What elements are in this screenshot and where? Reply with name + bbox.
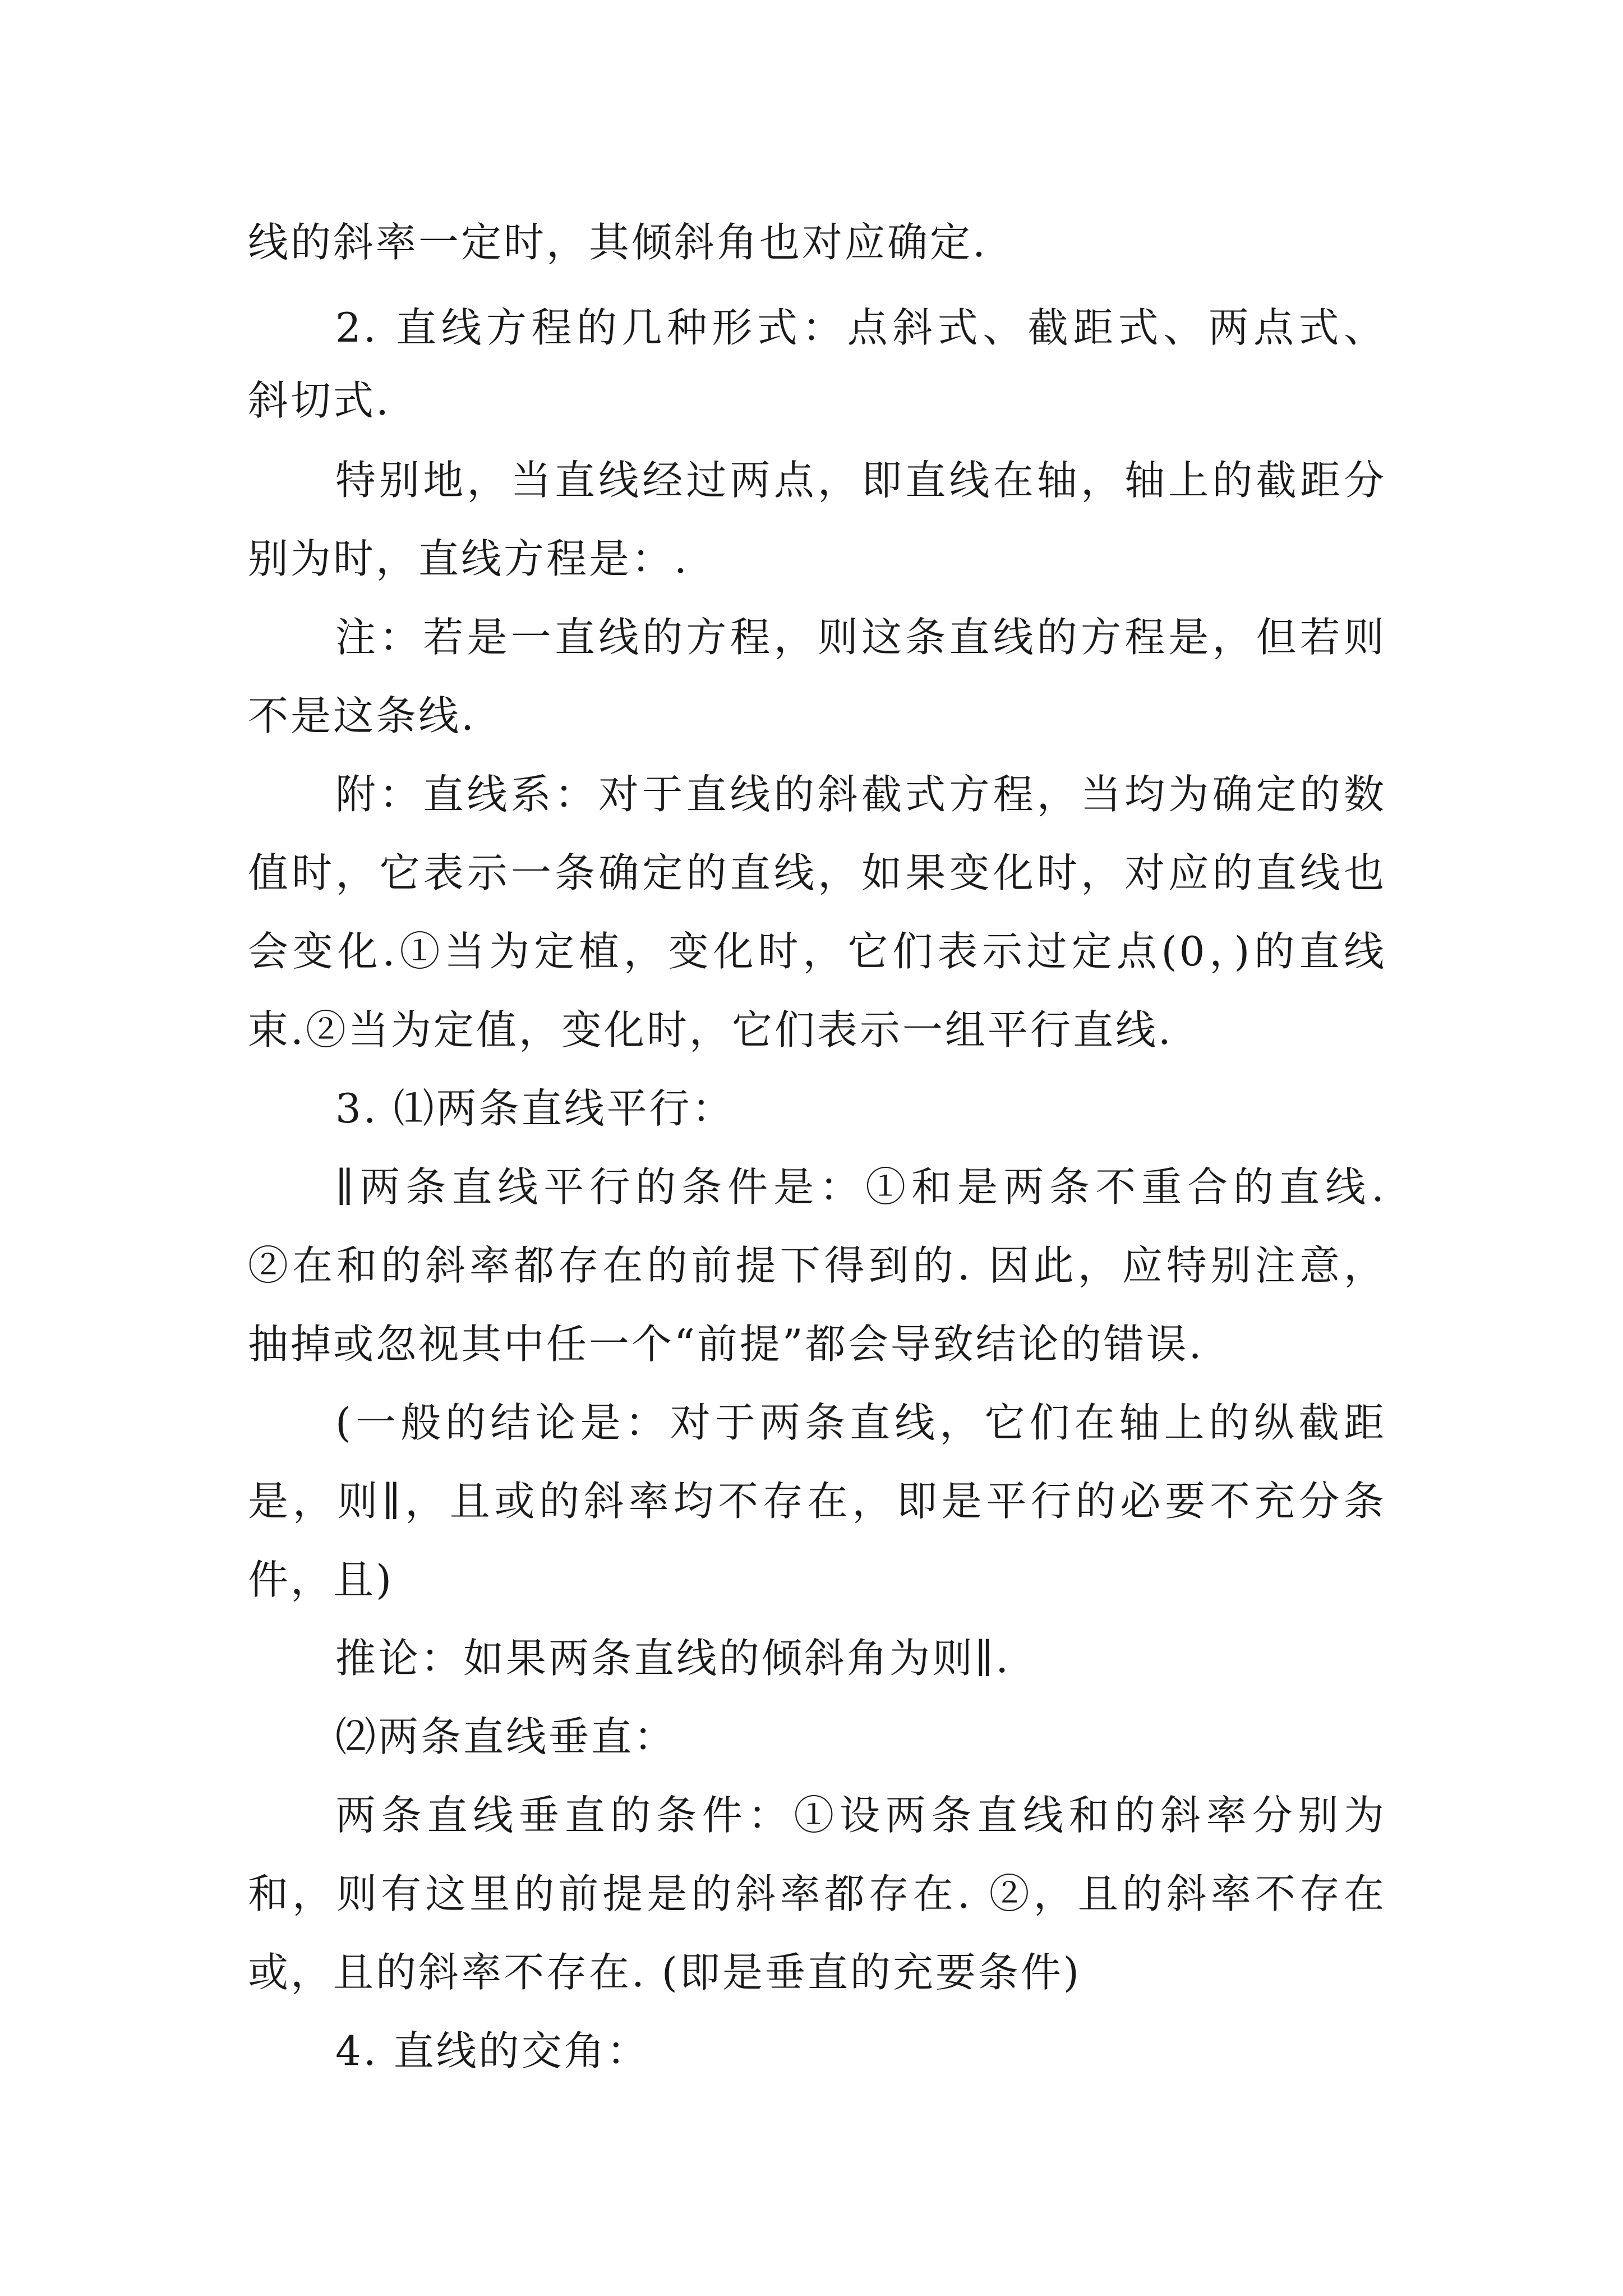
text-line-9: 值时，它表示一条确定的直线，如果变化时，对应的直线也 [248,849,1386,896]
text-line-8: 附：直线系：对于直线的斜截式方程，当均为确定的数 [335,771,1386,818]
text-line-17: 是，则∥，且或的斜率均不存在，即是平行的必要不充分条 [248,1478,1386,1525]
text-line-21: 两条直线垂直的条件：①设两条直线和的斜率分别为 [335,1792,1386,1839]
text-line-14: ②在和的斜率都存在的前提下得到的. 因此，应特别注意， [248,1242,1386,1289]
text-line-19: 推论：如果两条直线的倾斜角为则∥. [335,1635,1011,1682]
text-line-13: ∥两条直线平行的条件是：①和是两条不重合的直线. [335,1163,1386,1211]
text-line-5: 别为时，直线方程是：. [248,535,689,582]
text-line-23: 或，且的斜率不存在. (即是垂直的充要条件) [248,1949,1081,1996]
text-line-18: 件，且) [248,1556,394,1603]
text-line-3: 斜切式. [248,377,391,424]
text-line-7: 不是这条线. [248,692,476,739]
text-line-2: 2. 直线方程的几种形式：点斜式、截距式、两点式、 [335,304,1386,351]
text-line-10: 会变化.①当为定植，变化时，它们表示过定点(0，)的直线 [248,928,1386,975]
text-line-22: 和，则有这里的前提是的斜率都存在. ②，且的斜率不存在 [248,1870,1386,1917]
text-line-24: 4. 直线的交角： [335,2027,649,2074]
text-line-4: 特别地，当直线经过两点，即直线在轴，轴上的截距分 [335,457,1386,504]
text-line-1: 线的斜率一定时，其倾斜角也对应确定. [248,219,988,266]
text-line-6: 注：若是一直线的方程，则这条直线的方程是，但若则 [335,614,1386,661]
text-line-20: ⑵两条直线垂直： [335,1713,677,1760]
text-line-11: 束.②当为定值，变化时，它们表示一组平行直线. [248,1006,1173,1053]
text-line-15: 抽掉或忽视其中任一个“前提”都会导致结论的错误. [248,1320,1204,1368]
text-line-16: (一般的结论是：对于两条直线，它们在轴上的纵截距 [335,1399,1386,1446]
text-line-12: 3. ⑴两条直线平行： [335,1085,735,1132]
